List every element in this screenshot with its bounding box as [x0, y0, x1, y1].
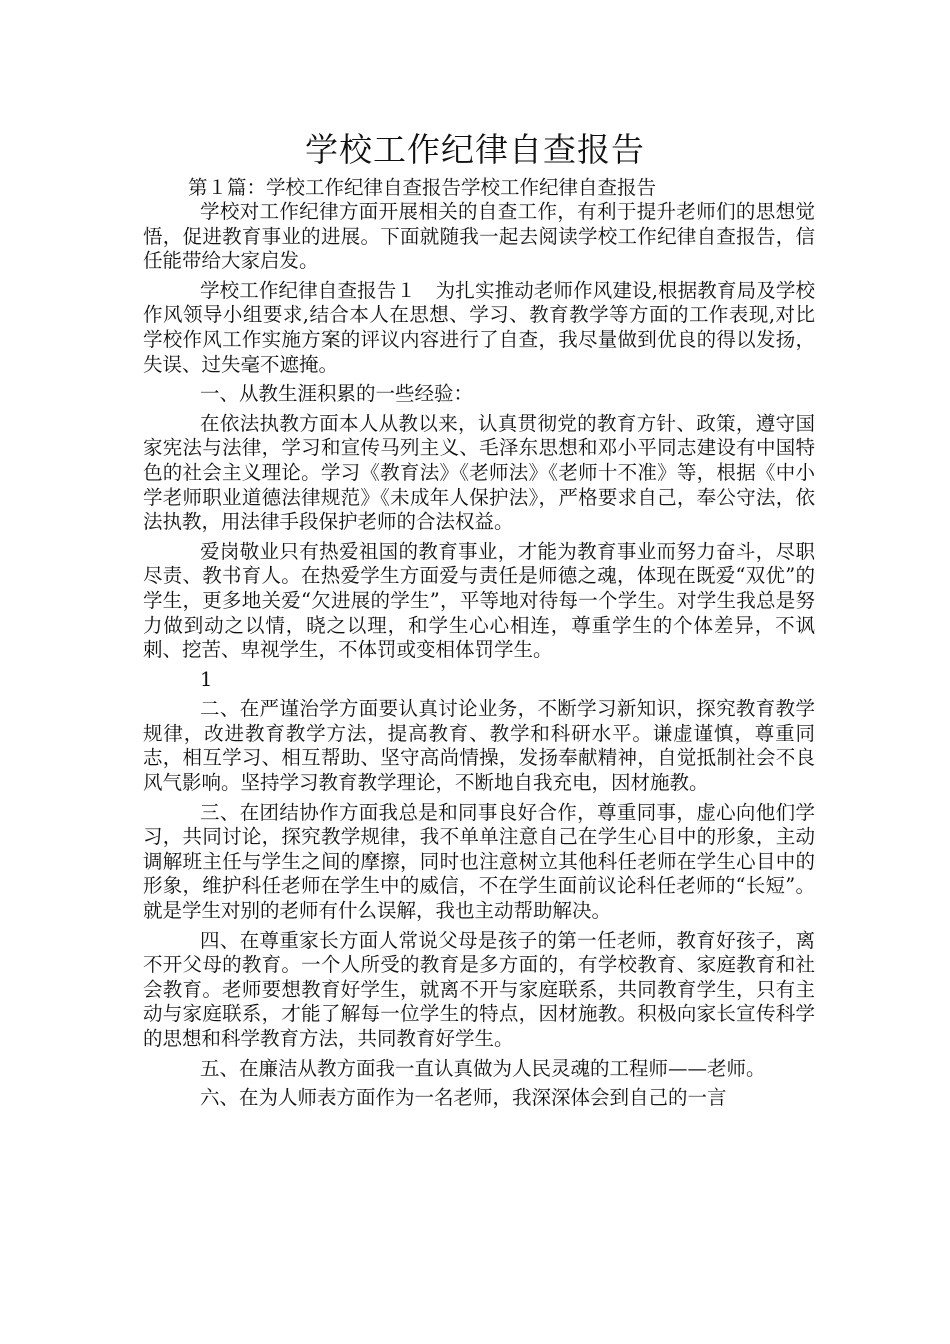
document-subtitle: 第１篇：学校工作纪律自查报告学校工作纪律自查报告 — [188, 176, 657, 199]
section-rigorous-study: 二、在严谨治学方面要认真讨论业务，不断学习新知识，探究教育教学规律，改进教育教学方法，提高教育、教学和科研水平。谦虚谨慎，尊重同志，相互学习、相互帮助、坚守高尚情操，发扬奉献精神，自觉抵制社会不良风气影响。坚持学习教育教学理论，不断地自我充电，因材施教。 — [143, 697, 815, 795]
section-teamwork: 三、在团结协作方面我总是和同事良好合作，尊重同事，虚心向他们学习，共同讨论，探究教学规律，我不单单注意自己在学生心目中的形象，主动调解班主任与学生之间的摩擦，同时也注意树立其他科任老师在学生心目中的形象，维护科任老师在学生中的威信，不在学生面前议论科任老师的“长短”。就是学生对别的老师有什么误解，我也主动帮助解决。 — [143, 800, 815, 923]
document-title: 学校工作纪律自查报告 — [305, 130, 645, 169]
paragraph-report-1: 学校工作纪律自查报告１ 为扎实推动老师作风建设,根据教育局及学校作风领导小组要求,结合本人在思想、学习、教育教学等方面的工作表现,对比学校作风工作实施方案的评议内容进行了自查，我尽量做到优良的得以发扬，失误、过失毫不遮掩。 — [143, 278, 815, 376]
document-body — [143, 200, 815, 1116]
paragraph-dedication: 爱岗敬业只有热爱祖国的教育事业，才能为教育事业而努力奋斗，尽职尽责、教书育人。在热爱学生方面爱与责任是师德之魂，体现在既爱“双优”的学生，更多地关爱“欠进展的学生”，平等地对待每一个学生。对学生我总是努力做到动之以情，晓之以理，和学生心心相连，尊重学生的个体差异，不讽刺、挖苦、卑视学生，不体罚或变相体罚学生。 — [143, 539, 815, 662]
paragraph-lawful-teaching: 在依法执教方面本人从教以来，认真贯彻党的教育方针、政策，遵守国家宪法与法律，学习和宣传马列主义、毛泽东思想和邓小平同志建设有中国特色的社会主义理论。学习《教育法》《老师法》《老师十不准》等，根据《中小学老师职业道德法律规范》《未成年人保护法》，严格要求自己，奉公守法，依法执教，用法律手段保护老师的合法权益。 — [143, 411, 815, 534]
paragraph-intro: 学校对工作纪律方面开展相关的自查工作，有利于提升老师们的思想觉悟，促进教育事业的进展。下面就随我一起去阅读学校工作纪律自查报告，信任能带给大家启发。 — [143, 200, 815, 273]
section-role-model: 六、在为人师表方面作为一名老师，我深深体会到自己的一言 — [200, 1086, 727, 1110]
section-heading-1: 一、从教生涯积累的一些经验： — [200, 382, 474, 406]
page-number: 1 — [200, 667, 213, 691]
section-integrity: 五、在廉洁从教方面我一直认真做为人民灵魂的工程师——老师。 — [200, 1056, 766, 1080]
section-respect-parents: 四、在尊重家长方面人常说父母是孩子的第一任老师，教育好孩子，离不开父母的教育。一个人所受的教育是多方面的，有学校教育、家庭教育和社会教育。老师要想教育好学生，就离不开与家庭联系，共同教育学生，只有主动与家庭联系，才能了解每一位学生的特点，因材施教。积极向家长宣传科学的思想和科学教育方法，共同教育好学生。 — [143, 928, 815, 1050]
